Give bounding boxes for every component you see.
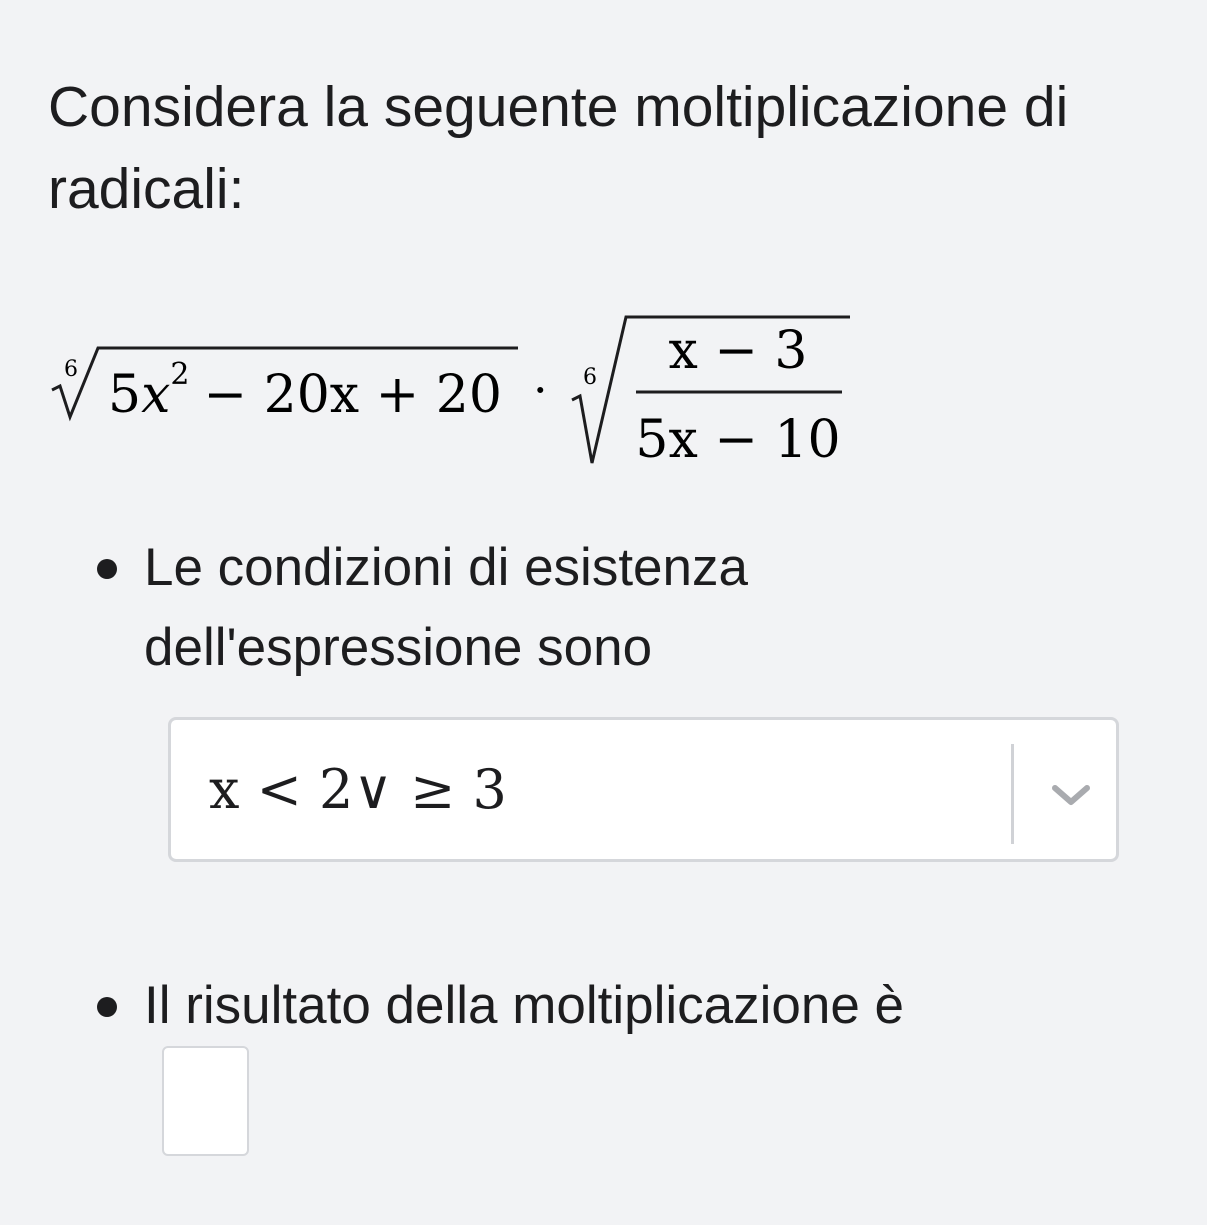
chevron-down-icon[interactable] bbox=[1041, 770, 1101, 820]
existence-conditions-dropdown[interactable] bbox=[168, 717, 1119, 862]
list-item-text-line2: dell'espressione sono bbox=[144, 618, 653, 677]
answer-input[interactable] bbox=[162, 1046, 249, 1156]
list-item-text-line1: Le condizioni di esistenza bbox=[144, 538, 748, 597]
bullet-dot bbox=[97, 997, 117, 1017]
root-index-1: 6 bbox=[64, 357, 78, 382]
bullet-dot bbox=[97, 559, 117, 579]
fraction-denominator: 5x − 10 bbox=[635, 410, 841, 470]
dropdown-separator bbox=[1011, 744, 1014, 844]
first-radicand: $5x^2 - 20x + 20$ bbox=[108, 357, 502, 425]
list-item bbox=[144, 966, 904, 1046]
root-index-2: 6 bbox=[583, 365, 597, 390]
list-item bbox=[144, 528, 748, 688]
radical-expression bbox=[0, 300, 900, 480]
fraction-numerator: x − 3 bbox=[668, 321, 808, 381]
instruction-text: Considera la seguente moltiplicazione di radicali: bbox=[48, 75, 1069, 221]
multiplication-dot: · bbox=[533, 363, 548, 417]
list-item-text: Il risultato della moltiplicazione è bbox=[144, 976, 905, 1035]
dropdown-selected-value: x < 2∨ ≥ 3 bbox=[209, 758, 507, 821]
